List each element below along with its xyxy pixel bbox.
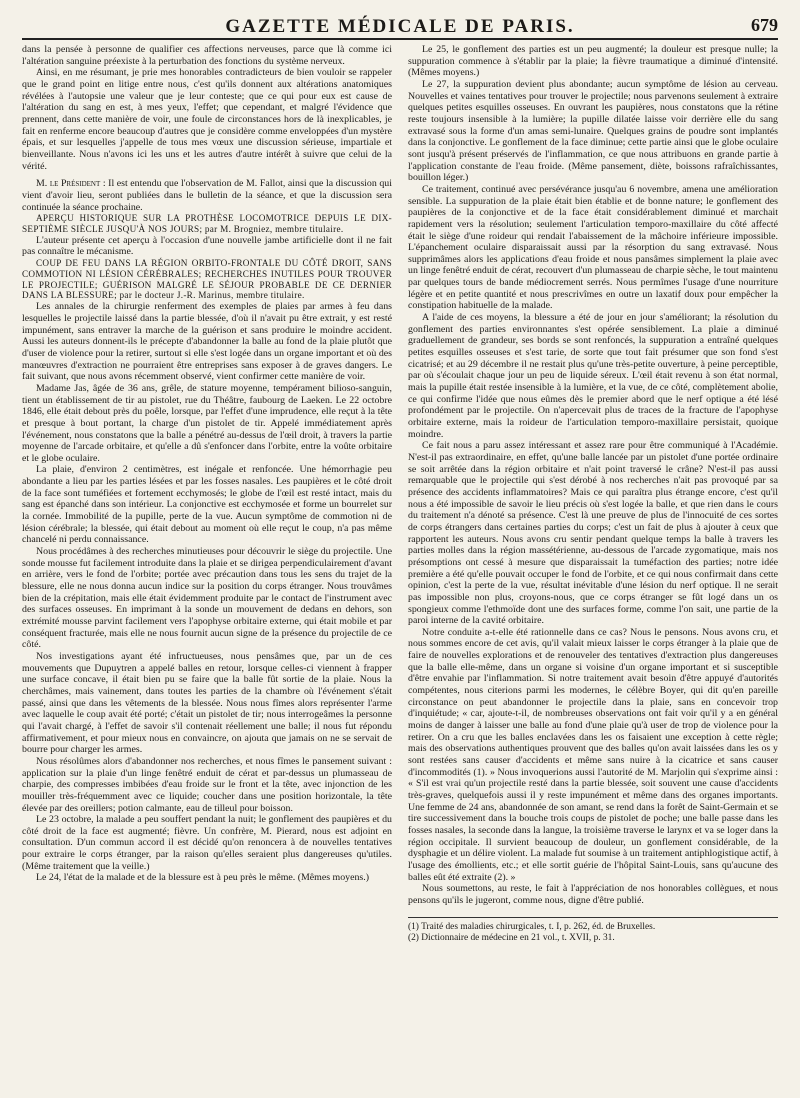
- remark-text: : Il est entendu que l'observation de M. Fallot, ainsi que la discussion qui vient d'avoir lieu, seront publiées dans le bulletin de la séance, et que la discussion sera continuée la séance prochaine.: [22, 178, 392, 213]
- right-column: [408, 44, 778, 1090]
- journal-title: GAZETTE MÉDICALE DE PARIS.: [225, 16, 575, 37]
- paragraph: L'auteur présente cet aperçu à l'occasion d'une nouvelle jambe artificielle dont il ne fait pas connaître le mécanisme.: [22, 234, 392, 258]
- page-number: 679: [751, 15, 778, 35]
- left-column: [22, 44, 392, 1090]
- president-remark: [22, 178, 392, 213]
- paragraph: Ainsi, en me résumant, je prie mes honorables contradicteurs de bien vouloir se rappeler que le grand point en litige entre nous, c'est qu'ils donnent aux altérations anatomiques révélées à l'autopsie une valeur que je leur conteste; que ce qui pour eux est cause de l'altération du sang en est, à mes yeux, l'effet; que cependant, et malgré l'évidence que prennent, dans cette manière de voir, une foule de circonstances hors de là inexplicables, je fait en renferme encore beaucoup d'autres que je considère comme enveloppées d'un mystère épais, et sur lesquelles j'appelle de tous mes vœux une discussion sérieuse, impartiale et bienveillante. Nous n'avons ici les uns et les autres d'autre intérêt à suivre que celui de la vérité.: [22, 67, 392, 172]
- paragraph: Madame Jas, âgée de 36 ans, grêle, de stature moyenne, tempérament bilioso-sanguin, tient un établissement de tir au pistolet, rue du Théâtre, faubourg de Laeken. Le 22 octobre 1846, elle était debout près du poêle, lorsque, par l'effet d'une imprudence, elle reçut à la tête et presque à bout portant, la charge d'un pistolet de tir. Appelé immédiatement après l'événement, nous constatons que la balle a pénétré au-dessus de l'œil droit, à travers la partie moyenne de l'arcade orbitaire, et qu'elle a dû s'enfoncer dans l'orbite, entre la voûte orbitaire et le globe oculaire.: [22, 382, 392, 464]
- paragraph: Ce traitement, continué avec persévérance jusqu'au 6 novembre, amena une amélioration sensible. La suppuration de la plaie était bien établie et de bonne nature; le gonflement des paupières de la conjonctive et de la face était considérablement diminué et marchait rapidement vers la résolution; seulement l'articulation temporo-maxillaire du côté affecté était le siège d'une roideur qui rendait l'abaissement de la mâchoire inférieure impossible. L'épanchement oculaire disparaissait aussi par la résorption du sang extravasé. Nous supprimâmes alors les applications d'eau froide et nous pansâmes simplement la plaie avec un linge fenêtré enduit de cérat, recouvert d'un plumasseau de charpie sèche, le tout maintenu par quelques tours de bande médiocrement serrés. Nous permîmes l'usage d'une nourriture légère et en petite quantité et nous prescrivîmes en outre un laxatif doux pour empêcher la constipation habituelle de la malade.: [408, 183, 778, 312]
- paragraph: A l'aide de ces moyens, la blessure a été de jour en jour s'améliorant; la résolution du gonflement des parties environnantes s'est opérée sensiblement. La plaie a diminué graduellement de grandeur, ses bords se sont renfoncés, la suppuration a entraîné quelques petites esquilles osseuses et s'est tarie, de sorte que tout fait présumer que son fond s'est cicatrisé; et au 29 décembre il ne restait plus qu'une très-petite ouverture, à peine perceptible, par où s'écoulait chaque jour un peu de liquide séreux. L'œil était revenu à son état normal, mais la pupille était restée insensible à la lumière, et la vue, de ce côté, complètement abolie, ce qui confirme l'idée que nous eûmes dès le premier abord que le nerf optique a été lésé profondément par le projectile. On n'apercevait plus de traces de la fracture de l'apophyse orbitaire externe, mais la roideur de l'articulation temporo-maxillaire persistait, quoique moindre.: [408, 312, 778, 440]
- paragraph: Notre conduite a-t-elle été rationnelle dans ce cas? Nous le pensons. Nous avons cru, et nous sommes encore de cet avis, qu'il valait mieux laisser le corps étranger à la plaie que de faire de nouvelles explorations et de renouveler des tentatives d'extraction plus dangereuses que la balle elle-même, dans un organe si voisine d'un organe important et si susceptible d'être envahie par l'inflammation. Si notre traitement avait besoin d'être appuyé d'autorités compétentes, nous citerions parmi les modernes, le célèbre Boyer, qui dit qu'en pareille circonstance on peut abandonner le projectile dans la plaie, sans en concevoir trop d'inquiétude; « car, ajoute-t-il, de nombreuses observations ont fait voir qu'il y a en général moins de danger à laisser une balle au fond d'une plaie qu'à user de trop de violence pour la retirer. On a cru que les balles enclavées dans les os faisaient une exception à cette règle; mais des observations authentiques prouvent que des balles qu'on avait laissées dans les os y sont restées sans causer d'accidents et même sans nuire à la cicatrice et sans causer d'incommodités (1). » Nous invoquerions aussi l'autorité de M. Marjolin qui s'exprime ainsi : « S'il est vrai qu'un projectile resté dans la partie blessée, soit souvent une cause d'accidents très-graves, quelquefois aussi il y reste impunément et même dans des organes importants. Une femme de 24 ans, abandonnée de son amant, se rend dans la forêt de Saint-Germain et se tire successivement dans la bouche trois coups de pistolet de poche; une balle passe dans les fosses nasales, la seconde dans la langue, la troisième traverse le larynx et va se loger dans la région occipitale. Il survient beaucoup de douleur, un gonflement considérable, de la dysphagie et un délire violent. La malade fut soumise à un traitement antiphlogistique actif, à l'usage des émollients, etc.; et elle sortit guérie de l'hôpital Saint-Louis, sans qu'aucune des balles eût été extraite (2). »: [408, 626, 778, 883]
- paragraph: Le 27, la suppuration devient plus abondante; aucun symptôme de lésion au cerveau. Nouvelles et vaines tentatives pour trouver le projectile; nous parvenons seulement à extraire quelques petites esquilles osseuses. En ouvrant les paupières, nous constatons que la rétine reste toujours insensible à la lumière; la pupille dilatée laisse voir derrière elle du sang extravasé sous la forme d'un amas semi-lunaire. Quelques grains de poudre sont implantés dans la conjonctive. Le gonflement de la face diminue; cette partie ainsi que le globe oculaire sont jusqu'à présent préservés de l'inflammation, ce que nous attribuons en grande partie à l'application constante de l'eau froide. (Même pansement, diète, boissons rafraîchissantes, bouillon léger.): [408, 78, 778, 184]
- speaker-label: M. le Président: [36, 178, 101, 190]
- paragraph: Nous soumettons, au reste, le fait à l'appréciation de nos honorables collègues, et nous pensons qu'ils le jugeront, comme nous, digne d'être publié.: [408, 883, 778, 906]
- paragraph: Le 23 octobre, la malade a peu souffert pendant la nuit; le gonflement des paupières et du côté droit de la face est augmenté; fièvre. Un confrère, M. Pierard, nous est adjoint en consultation. D'un commun accord il est décidé qu'on renoncera à de nouvelles tentatives pour extraire le corps étranger, par la raison qu'elles seraient plus dangereuses qu'utiles. (Même traitement que la veille.): [22, 814, 392, 872]
- section-title-coup-de-feu: COUP DE FEU DANS LA RÉGION ORBITO-FRONTALE DU CÔTÉ DROIT, SANS COMMOTION NI LÉSION CÉRÉBRALES; RECHERCHES INUTILES POUR TROUVER LE PROJECTILE; GUÉRISON MALGRÉ LE SÉJOUR PROBABLE DE CE DERNIER DANS LA BLESSURE; par le docteur J.-R. Marinus, membre titulaire.: [22, 258, 392, 301]
- section-title-prothese: APERÇU HISTORIQUE SUR LA PROTHÈSE LOCOMOTRICE DEPUIS LE DIX-SEPTIÈME SIÈCLE JUSQU'À NOS JOURS; par M. Brogniez, membre titulaire.: [22, 213, 392, 234]
- paragraph: dans la pensée à personne de qualifier ces affections nerveuses, parce que là comme ici l'altération sanguine préexiste à la perturbation des fonctions du système nerveux.: [22, 44, 392, 67]
- footnote: (2) Dictionnaire de médecine en 21 vol., t. XVII, p. 31.: [408, 932, 615, 943]
- paragraph: Nous procédâmes à des recherches minutieuses pour découvrir le siège du projectile. Une sonde mousse fut facilement introduite dans la plaie et se dirigea perpendiculairement d'avant en arrière, vers le fond de l'orbite; portée avec précaution dans tous les sens du trajet de la blessure, elle ne nous donna aucun indice sur la position du corps étranger. Nous trouvâmes bien de la crépitation, mais elle était évidemment produite par le contact de l'instrument avec des surfaces osseuses. En imprimant à la sonde un mouvement de dedans en dehors, son extrémité mousse parvint facilement vers l'apophyse orbitaire externe, qui était mobile et par conséquent fracturée, mais elle ne nous fournit aucun signe de la présence du projectile de ce côté.: [22, 546, 392, 651]
- footnotes: [408, 917, 778, 944]
- paragraph: Ce fait nous a paru assez intéressant et assez rare pour être communiqué à l'Académie. N'est-il pas extraordinaire, en effet, qu'une balle lancée par un pistolet d'une portée ordinaire se soit arrêtée dans la région orbitaire et n'ait point traversé le crâne? N'est-il pas aussi remarquable que le projectile qui s'est dérobé à nos recherches n'ait pas provoqué par sa présence des accidents inflammatoires? Mais ce qui paraîtra plus étrange encore, c'est qu'il nous a été impossible de savoir le lieu précis où s'est logée la balle, et que rien dans le cours du traitement n'a dénoté sa présence. C'est là une preuve de plus de l'innocuité de ces sortes de corps étrangers dans certaines parties du corps; c'est un fait de plus à ajouter à ceux que rapportent les auteurs. Nous avons cru sentir pendant quelque temps la balle à travers les parties molles dans la région massétérienne, au-dessous de l'arcade zygomatique, mais nos présomptions ont cessé à mesure que disparaissait la tuméfaction des parties; notre idée première a été qu'elle pouvait occuper le fond de l'orbite, et ce qui nous confirmait dans cette opinion, c'est la perte de la vue, résultat inévitable d'une lésion du nerf optique. Il ne serait pas impossible non plus, croyons-nous, que ce corps étranger se fût logé dans un os spongieux comme l'ethmoïde dont une des surfaces forme, comme l'on sait, une partie de la paroi interne de la cavité orbitaire.: [408, 440, 778, 627]
- paragraph: Nos investigations ayant été infructueuses, nous pensâmes que, par un de ces mouvements que Dupuytren a appelé balles en retour, lorsque celles-ci viennent à frapper une surface concave, il était bien pu se faire que la balle fût sortie de la plaie. Nous la cherchâmes, mais vainement, dans toutes les parties de la chambre où l'événement s'était passé, ainsi que dans les vêtements de la blessée. Nous nous fîmes alors représenter l'arme avec laquelle le coup avait été porté; c'était un pistolet de tir; nous interrogeâmes la personne qui l'avait chargé, à l'effet de savoir s'il contenait réellement une balle; il nous fut répondu affirmativement, et pour mieux nous en convaincre, on ajouta que jamais on ne se servait de bourre pour charger les armes.: [22, 650, 392, 756]
- paragraph: Le 24, l'état de la malade et de la blessure est à peu près le même. (Mêmes moyens.): [36, 872, 370, 884]
- page-header: [22, 12, 778, 40]
- paragraph: Les annales de la chirurgie renferment des exemples de plaies par armes à feu dans lesquelles le projectile laissé dans la partie blessée, d'où il n'avait pu être extrait, y est resté impunément, sans entraver la marche de la guérison et sans produire le moindre accident. Aussi les auteurs donnent-ils le précepte d'abandonner la balle au fond de la plaie plutôt que d'user de violence pour la retirer, surtout si elle s'est logée dans un organe important et où des manœuvres d'extraction ne pourraient être entreprises sans exposer à de graves dangers. Le fait suivant, que nous avons récemment observé, vient confirmer cette manière de voir.: [22, 301, 392, 383]
- paragraph: Le 25, le gonflement des parties est un peu augmenté; la douleur est presque nulle; la suppuration commence à s'établir par la plaie; la fièvre traumatique a diminué d'intensité. (Mêmes moyens.): [408, 44, 778, 79]
- footnote: (1) Traité des maladies chirurgicales, t. I, p. 262, éd. de Bruxelles.: [408, 921, 656, 932]
- paragraph: Nous résolûmes alors d'abandonner nos recherches, et nous fîmes le pansement suivant : application sur la plaie d'un linge fenêtré enduit de cérat et par-dessus un plumasseau de charpie, des compresses imbibées d'eau froide sur le front et la tête, avec injonction de les mouiller très-fréquemment avec ce liquide; coucher dans une position horizontale, la tête élevée par des oreillers; potion calmante, eau de tilleul pour boisson.: [22, 755, 392, 814]
- paragraph: La plaie, d'environ 2 centimètres, est inégale et renfoncée. Une hémorrhagie peu abondante a lieu par les parties lésées et par les fosses nasales. Les paupières et le côté droit de la face sont tuméfiées et fortement ecchymosés; le globe de l'œil est resté intact, mais du sang est épanché dans son intérieur. La conjonctive est ecchymosée et forme un bourrelet sur la cornée. Immobilité de la pupille, perte de la vue. Aucun symptôme de commotion ni de lésion cérébrale; la blessée, qui était debout au moment où elle reçut le coup, n'a pas même chancelé ni perdu connaissance.: [22, 464, 392, 546]
